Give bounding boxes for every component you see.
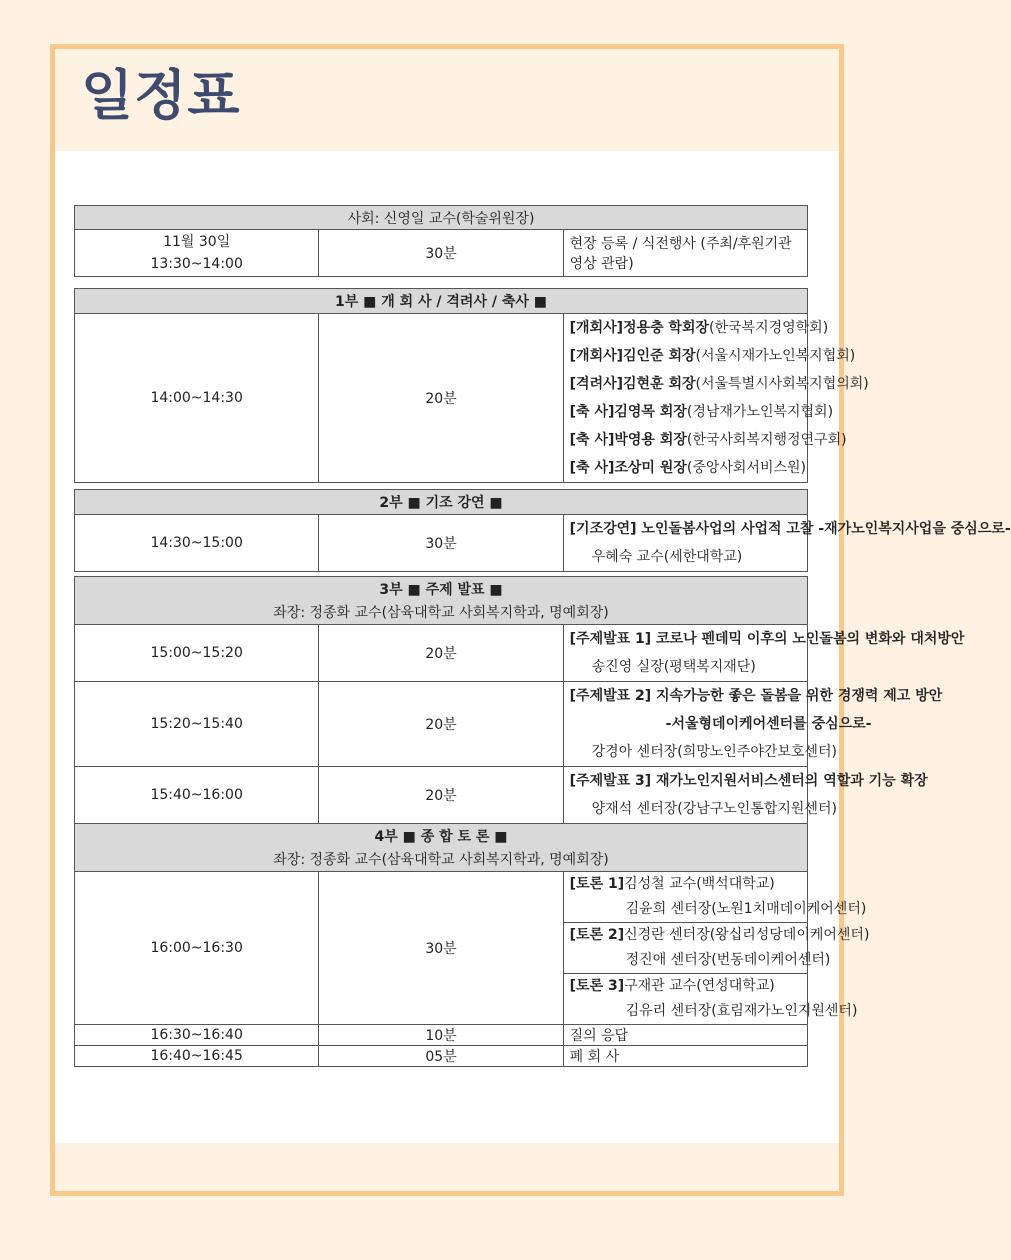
time-cell: 15:20~15:40 [75, 682, 319, 767]
discussant-second: 김윤희 센터장(노원1치매데이케어센터) [625, 901, 867, 917]
greeting-item [569, 370, 869, 398]
keynote-title: [기조강연] 노인돌봄사업의 사업적 고찰 -재가노인복지사업을 중심으로- [569, 521, 1011, 537]
time-cell: 15:40~16:00 [75, 767, 319, 824]
discussion-1 [564, 872, 867, 922]
date-text: 11월 30일 [163, 234, 231, 250]
closing-content: 폐 회 사 [563, 1046, 807, 1067]
content-cell: 현장 등록 / 식전행사 (주최/후원기관 영상 관람) [563, 230, 807, 277]
presentation-title: [주제발표 1] 코로나 펜데믹 이후의 노인돌봄의 변화와 대처방안 [569, 631, 965, 647]
duration-cell: 20분 [319, 625, 563, 682]
greeting-org: (서울시재가노인복지협회) [695, 348, 856, 364]
greeting-item [569, 454, 806, 482]
greeting-item [569, 426, 847, 454]
greeting-org: (한국사회복지행정연구회) [686, 432, 847, 448]
qa-content: 질의 응답 [563, 1025, 807, 1046]
schedule-table-part2 [74, 489, 1011, 572]
schedule-table-opening [74, 205, 808, 277]
time-cell: 16:40~16:45 [75, 1046, 319, 1067]
presentation-title: [주제발표 2] 지속가능한 좋은 돌봄을 위한 경쟁력 제고 방안 [569, 688, 943, 704]
content-cell [563, 872, 870, 1025]
duration-cell: 30분 [319, 872, 563, 1025]
presentation-subtitle: -서울형데이케어센터를 중심으로- [665, 716, 872, 732]
duration-cell: 10분 [319, 1025, 563, 1046]
greeting-role: [격려사]김현훈 회장 [569, 376, 696, 392]
greeting-org: (중앙사회서비스원) [686, 460, 806, 476]
keynote-speaker: 우혜숙 교수(세한대학교) [591, 549, 743, 565]
duration-cell: 20분 [319, 767, 563, 824]
discussion-label: [토론 1] [569, 876, 625, 892]
section-header: 1부 ■ 개 회 사 / 격려사 / 축사 ■ [75, 289, 808, 314]
greeting-role: [개회사]정용충 학회장 [569, 320, 710, 336]
section-header: 4부 ■ 종 합 토 론 ■ [75, 824, 808, 848]
time-cell: 14:30~15:00 [75, 515, 319, 572]
discussion-2 [564, 922, 870, 973]
time-cell [75, 230, 319, 277]
header-band [55, 49, 839, 151]
content-cell [563, 625, 965, 682]
duration-cell: 20분 [319, 314, 563, 483]
schedule-table-part4 [74, 823, 870, 1067]
discussant-name: 신경란 센터장(왕십리성당데이케어센터) [624, 927, 870, 943]
section-header: 3부 ■ 주제 발표 ■ [75, 577, 808, 601]
schedule-table-part3 [74, 576, 965, 824]
discussant-name: 구재관 교수(연성대학교) [624, 978, 775, 994]
presentation-speaker: 송진영 실장(평택복지재단) [591, 659, 756, 675]
greeting-org: (한국복지경영학회) [709, 320, 829, 336]
section-moderator: 좌장: 정종화 교수(삼육대학교 사회복지학과, 명예회장) [75, 601, 808, 625]
schedule-table-part1 [74, 288, 869, 483]
time-cell: 14:00~14:30 [75, 314, 319, 483]
greeting-role: [축 사]김영목 회장 [569, 404, 687, 420]
discussant-name: 김성철 교수(백석대학교) [624, 876, 775, 892]
footer-band [55, 1143, 839, 1191]
content-cell [563, 515, 1011, 572]
time-cell: 16:30~16:40 [75, 1025, 319, 1046]
greeting-org: (서울특별시사회복지협의회) [695, 376, 869, 392]
greeting-role: [축 사]조상미 원장 [569, 460, 687, 476]
duration-cell: 30분 [319, 515, 563, 572]
duration-cell: 20분 [319, 682, 563, 767]
discussant-second: 김유리 센터장(효림재가노인지원센터) [625, 1003, 858, 1019]
discussion-label: [토론 3] [569, 978, 625, 994]
greeting-item [569, 398, 834, 426]
greeting-role: [개회사]김인준 회장 [569, 348, 696, 364]
content-cell [563, 314, 869, 483]
discussant-second: 정진애 센터장(번동데이케어센터) [625, 952, 831, 968]
presentation-title: [주제발표 3] 재가노인지원서비스센터의 역할과 기능 확장 [569, 773, 928, 789]
content-cell [563, 682, 943, 767]
time-cell: 16:00~16:30 [75, 872, 319, 1025]
section-header: 2부 ■ 기조 강연 ■ [75, 490, 808, 515]
discussion-label: [토론 2] [569, 927, 625, 943]
time-cell: 15:00~15:20 [75, 625, 319, 682]
duration-cell: 05분 [319, 1046, 563, 1067]
time-text: 13:30~14:00 [150, 256, 243, 272]
duration-cell: 30분 [319, 230, 563, 277]
greeting-item [569, 342, 856, 370]
discussion-3 [564, 973, 858, 1024]
presentation-speaker: 양재석 센터장(강남구노인통합지원센터) [591, 801, 837, 817]
greeting-role: [축 사]박영용 회장 [569, 432, 687, 448]
greeting-org: (경남재가노인복지협회) [686, 404, 834, 420]
page-title: 일정표 [81, 64, 241, 127]
section-header: 사회: 신영일 교수(학술위원장) [75, 206, 808, 230]
presentation-speaker: 강경아 센터장(희망노인주야간보호센터) [591, 744, 837, 760]
section-moderator: 좌장: 정종화 교수(삼육대학교 사회복지학과, 명예회장) [75, 848, 808, 872]
content-cell [563, 767, 928, 824]
greeting-item [569, 314, 829, 342]
